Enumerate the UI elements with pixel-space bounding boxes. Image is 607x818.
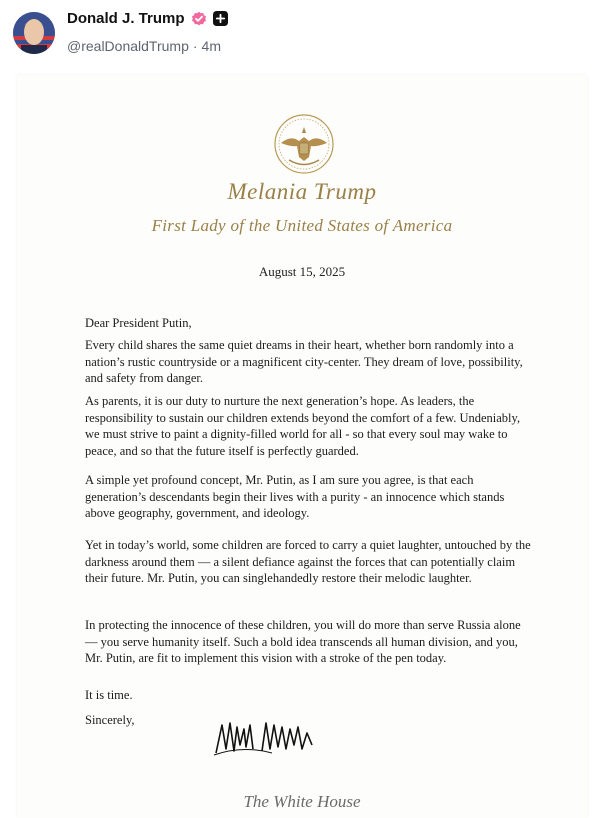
sender-title: First Lady of the United States of America — [151, 216, 453, 235]
separator: · — [192, 38, 198, 54]
plus-square-icon[interactable] — [213, 11, 228, 26]
presidential-seal-icon — [269, 113, 339, 175]
avatar-image — [13, 12, 55, 54]
letter-image — [17, 75, 587, 818]
paragraph-2: As parents, it is our duty to nurture the next generation’s hope. As leaders, the responsibility to sustain our children extends beyond the comfort of a few. Undeniably, we must strive to paint a dignity-filled world for all - so that every soul may wake to peace, and so that the future itself is perfectly guarded. — [85, 394, 521, 458]
paragraph-1: Every child shares the same quiet dreams in their heart, whether born randomly into a nation’s rustic countryside or a magnificent city-center. They dream of love, possibility, and safety from danger. — [85, 338, 523, 385]
post-header — [0, 0, 607, 70]
paragraph-4: Yet in today’s world, some children are forced to carry a quiet laughter, untouched by the darkness around them — a silent defiance against the forces that can potentially claim their future. Mr. Putin, you can singlehandedly restore their melodic laughter. — [85, 538, 531, 585]
handle[interactable]: @realDonaldTrump — [67, 38, 189, 54]
signature-icon — [212, 715, 322, 759]
letter-date: August 15, 2025 — [258, 264, 346, 279]
footer-place: The White House — [243, 792, 361, 811]
sender-name: Melania Trump — [227, 179, 377, 204]
salutation: Dear President Putin, — [85, 316, 192, 330]
display-name[interactable]: Donald J. Trump — [67, 10, 185, 27]
timestamp[interactable]: 4m — [201, 38, 221, 54]
verified-badge-icon — [191, 11, 207, 27]
paragraph-5: In protecting the innocence of these children, you will do more than serve Russia alone — you serve humanity itself. Such a bold idea transcends all human division, and you, Mr. Putin, are fit to implement this vision with a stroke of the pen today. — [85, 618, 521, 665]
closing-line: It is time. — [85, 688, 133, 702]
avatar[interactable] — [13, 12, 55, 54]
sign-off: Sincerely, — [85, 713, 135, 727]
paragraph-3: A simple yet profound concept, Mr. Putin, as I am sure you agree, is that each generation’s descendants begin their lives with a purity - an innocence which stands above geography, government, and ideology. — [85, 473, 505, 520]
